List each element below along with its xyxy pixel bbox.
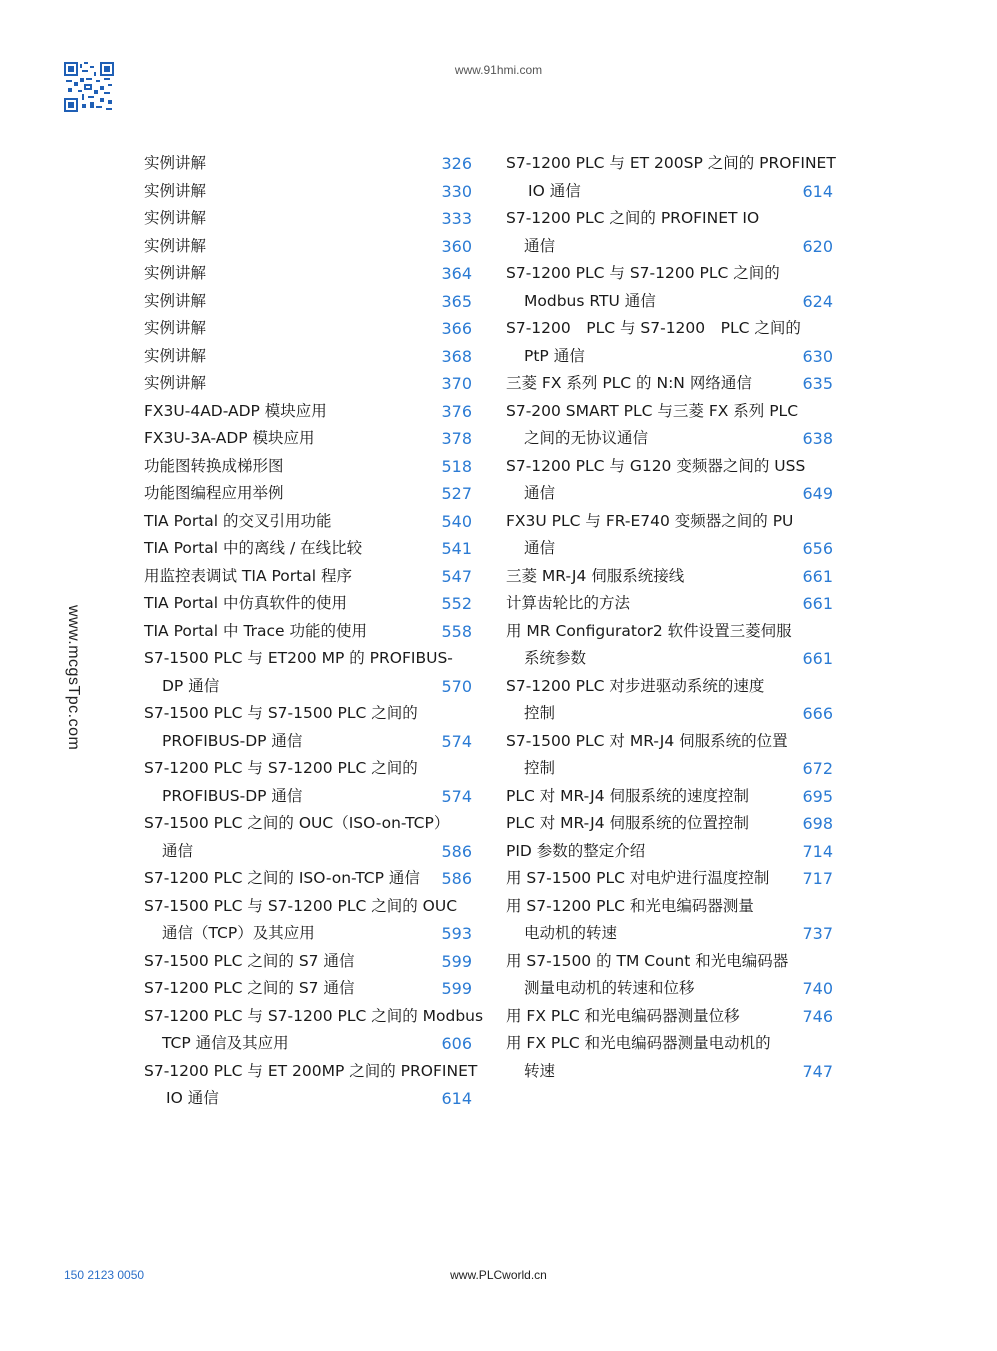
toc-entry bbox=[506, 1030, 833, 1058]
toc-entry-title: S7-1200 PLC 与 S7-1200 PLC 之间的 bbox=[506, 319, 801, 337]
toc-entry-title: 通信 bbox=[162, 841, 194, 860]
toc-left-column bbox=[144, 150, 484, 1113]
toc-entry bbox=[144, 893, 472, 921]
toc-entry[interactable] bbox=[144, 370, 472, 398]
toc-entry-title: 实例讲解 bbox=[144, 209, 207, 227]
toc-entry[interactable] bbox=[506, 645, 833, 673]
toc-entry[interactable] bbox=[506, 865, 833, 893]
toc-entry-title: 用 MR Configurator2 软件设置三菱伺服 bbox=[506, 621, 792, 640]
toc-entry-title: 实例讲解 bbox=[144, 346, 207, 365]
toc-entry-title: S7-1200 PLC 与 S7-1200 PLC 之间的 bbox=[144, 759, 418, 777]
toc-page-number[interactable]: 649 bbox=[802, 484, 833, 503]
toc-entry[interactable] bbox=[506, 920, 833, 948]
toc-entry[interactable] bbox=[144, 205, 472, 233]
toc-entry-title: 计算齿轮比的方法 bbox=[506, 594, 631, 612]
footer-url[interactable]: www.PLCworld.cn bbox=[450, 1268, 547, 1282]
toc-page-number[interactable]: 606 bbox=[441, 1034, 472, 1053]
toc-entry-title: TCP 通信及其应用 bbox=[162, 1034, 289, 1052]
toc-page-number[interactable]: 368 bbox=[441, 346, 472, 366]
toc-entry-title: S7-1500 PLC 与 S7-1500 PLC 之间的 bbox=[144, 704, 418, 722]
toc-entry-title: TIA Portal 的交叉引用功能 bbox=[144, 511, 332, 530]
toc-entry[interactable] bbox=[506, 783, 833, 811]
toc-entry-title: 用 S7-1500 的 TM Count 和光电编码器 bbox=[506, 951, 789, 970]
side-url[interactable]: www.mcgsTpc.com bbox=[65, 605, 82, 751]
toc-entry[interactable] bbox=[144, 178, 472, 206]
toc-entry-title: 用 FX PLC 和光电编码器测量位移 bbox=[506, 1006, 740, 1025]
toc-entry-title: 系统参数 bbox=[524, 649, 587, 667]
toc-page-number[interactable]: 540 bbox=[441, 511, 472, 531]
toc-page-number[interactable]: 378 bbox=[441, 429, 472, 448]
toc-entry[interactable] bbox=[144, 288, 472, 316]
toc-entry-title: 转速 bbox=[524, 1061, 556, 1080]
toc-entry-title: 用监控表调试 TIA Portal 程序 bbox=[144, 566, 352, 585]
toc-entry[interactable] bbox=[506, 755, 833, 783]
toc-entry-title: 实例讲解 bbox=[144, 319, 207, 337]
toc-page-number[interactable]: 638 bbox=[802, 429, 833, 448]
toc-page-number[interactable]: 746 bbox=[802, 1006, 833, 1026]
toc-entry-title: 通信（TCP）及其应用 bbox=[162, 924, 315, 942]
toc-entry-title: IO 通信 bbox=[528, 181, 581, 200]
toc-entry-title: S7-1200 PLC 与 ET 200MP 之间的 PROFINET bbox=[144, 1061, 478, 1080]
toc-entry[interactable] bbox=[144, 343, 472, 371]
toc-page-number[interactable]: 599 bbox=[441, 951, 472, 971]
toc-entry[interactable] bbox=[506, 425, 833, 453]
toc-entry-title: PROFIBUS-DP 通信 bbox=[162, 786, 303, 805]
toc-entry[interactable] bbox=[144, 783, 472, 811]
toc-page-number[interactable]: 365 bbox=[441, 291, 472, 311]
toc-entry[interactable] bbox=[144, 260, 472, 288]
toc-page-number[interactable]: 698 bbox=[802, 814, 833, 833]
toc-entry[interactable] bbox=[506, 288, 833, 316]
toc-entry-title: TIA Portal 中仿真软件的使用 bbox=[144, 594, 348, 612]
toc-entry[interactable] bbox=[506, 1003, 833, 1031]
toc-entry[interactable] bbox=[144, 975, 472, 1003]
toc-entry-title: 实例讲解 bbox=[144, 291, 207, 310]
toc-entry-title: 电动机的转速 bbox=[524, 924, 618, 942]
toc-page-number[interactable]: 614 bbox=[802, 181, 833, 201]
toc-entry[interactable] bbox=[144, 535, 472, 563]
toc-entry-title: S7-1500 PLC 与 S7-1200 PLC 之间的 OUC bbox=[144, 896, 458, 915]
toc-page-number[interactable]: 364 bbox=[441, 264, 472, 283]
toc-entry-title: 控制 bbox=[524, 704, 556, 722]
toc-entry-title: FX3U PLC 与 FR-E740 变频器之间的 PU bbox=[506, 511, 794, 530]
toc-entry[interactable] bbox=[506, 343, 833, 371]
toc-entry-title: S7-1500 PLC 之间的 OUC（ISO-on-TCP） bbox=[144, 814, 450, 832]
toc-entry bbox=[506, 508, 833, 536]
toc-page-number[interactable]: 574 bbox=[441, 786, 472, 806]
toc-entry[interactable] bbox=[144, 673, 472, 701]
toc-page-number[interactable]: 661 bbox=[802, 594, 833, 613]
toc-page-number[interactable]: 527 bbox=[441, 484, 472, 503]
toc-page-number[interactable]: 630 bbox=[802, 346, 833, 366]
toc-entry[interactable] bbox=[506, 700, 833, 728]
toc-entry-title: S7-1200 PLC 与 G120 变频器之间的 USS bbox=[506, 456, 806, 475]
toc-entry bbox=[144, 755, 472, 783]
toc-entry[interactable] bbox=[144, 1030, 472, 1058]
toc-page-number[interactable]: 672 bbox=[802, 759, 833, 778]
toc-entry bbox=[506, 315, 833, 343]
toc-page-number[interactable]: 586 bbox=[441, 869, 472, 888]
toc-entry-title: PID 参数的整定介绍 bbox=[506, 841, 646, 860]
toc-entry[interactable] bbox=[506, 233, 833, 261]
toc-right-column bbox=[506, 150, 836, 1085]
toc-entry bbox=[144, 810, 472, 838]
footer-phone: 150 2123 0050 bbox=[64, 1268, 145, 1282]
toc-page-number[interactable]: 370 bbox=[441, 374, 472, 393]
toc-entry[interactable] bbox=[144, 728, 472, 756]
toc-page-number[interactable]: 366 bbox=[441, 319, 472, 338]
toc-page-number[interactable]: 593 bbox=[441, 924, 472, 943]
toc-entry-title: 用 S7-1200 PLC 和光电编码器测量 bbox=[506, 896, 754, 915]
toc-page-number[interactable]: 333 bbox=[441, 209, 472, 228]
toc-entry[interactable] bbox=[506, 975, 833, 1003]
toc-entry bbox=[506, 948, 833, 976]
toc-page-number[interactable]: 661 bbox=[802, 566, 833, 586]
toc-entry-title: 实例讲解 bbox=[144, 374, 207, 392]
toc-entry-title: S7-1200 PLC 与 ET 200SP 之间的 PROFINET bbox=[506, 154, 836, 172]
toc-page-number[interactable]: 661 bbox=[802, 649, 833, 668]
toc-page-number[interactable]: 518 bbox=[441, 456, 472, 476]
toc-entry[interactable] bbox=[506, 1058, 833, 1086]
toc-entry-title: 用 FX PLC 和光电编码器测量电动机的 bbox=[506, 1034, 771, 1052]
toc-entry[interactable] bbox=[506, 480, 833, 508]
toc-page-number[interactable]: 695 bbox=[802, 786, 833, 806]
toc-entry-title: 实例讲解 bbox=[144, 154, 207, 172]
toc-entry bbox=[144, 700, 472, 728]
toc-entry[interactable] bbox=[144, 150, 472, 178]
toc-entry[interactable] bbox=[144, 508, 472, 536]
toc-entry[interactable] bbox=[144, 398, 472, 426]
toc-entry-title: FX3U-3A-ADP 模块应用 bbox=[144, 429, 315, 447]
toc-entry-title: 功能图编程应用举例 bbox=[144, 484, 284, 502]
toc-entry-title: S7-200 SMART PLC 与三菱 FX 系列 PLC bbox=[506, 401, 799, 420]
toc-page-number[interactable]: 614 bbox=[441, 1089, 472, 1108]
toc-entry-title: 之间的无协议通信 bbox=[524, 429, 649, 447]
toc-entry-title: 实例讲解 bbox=[144, 181, 207, 200]
toc-entry-title: 通信 bbox=[524, 236, 556, 255]
toc-entry-title: TIA Portal 中的离线 / 在线比较 bbox=[144, 539, 363, 557]
toc-entry-title: S7-1200 PLC 与 S7-1200 PLC 之间的 Modbus bbox=[144, 1006, 484, 1025]
toc-entry-title: S7-1500 PLC 与 ET200 MP 的 PROFIBUS- bbox=[144, 649, 453, 667]
toc-entry-title: 通信 bbox=[524, 484, 556, 502]
toc-page-number[interactable]: 714 bbox=[802, 841, 833, 861]
toc-entry bbox=[506, 398, 833, 426]
toc-entry-title: IO 通信 bbox=[166, 1089, 219, 1107]
toc-entry-title: S7-1200 PLC 与 S7-1200 PLC 之间的 bbox=[506, 264, 780, 282]
toc-entry-title: 功能图转换成梯形图 bbox=[144, 456, 284, 475]
toc-entry-title: S7-1200 PLC 之间的 S7 通信 bbox=[144, 979, 355, 997]
toc-entry-title: 实例讲解 bbox=[144, 236, 207, 255]
toc-entry[interactable] bbox=[144, 453, 472, 481]
toc-page-number[interactable]: 570 bbox=[441, 676, 472, 696]
toc-page-number[interactable]: 624 bbox=[802, 291, 833, 311]
toc-entry[interactable] bbox=[506, 838, 833, 866]
toc-entry[interactable] bbox=[144, 425, 472, 453]
toc-page-number[interactable]: 586 bbox=[441, 841, 472, 861]
toc-entry bbox=[144, 1003, 484, 1031]
toc-entry bbox=[506, 673, 833, 701]
toc-entry bbox=[506, 893, 833, 921]
toc-page-number[interactable]: 620 bbox=[802, 236, 833, 256]
toc-entry-title: S7-1200 PLC 对步进驱动系统的速度 bbox=[506, 676, 765, 695]
toc-entry-title: 用 S7-1500 PLC 对电炉进行温度控制 bbox=[506, 869, 770, 887]
toc-entry-title: 通信 bbox=[524, 539, 556, 557]
toc-entry-title: 实例讲解 bbox=[144, 264, 207, 282]
toc-entry-title: 控制 bbox=[524, 759, 556, 777]
toc-entry-title: TIA Portal 中 Trace 功能的使用 bbox=[144, 621, 368, 640]
toc-entry[interactable] bbox=[144, 563, 472, 591]
toc-entry[interactable] bbox=[144, 618, 472, 646]
toc-entry bbox=[506, 728, 833, 756]
toc-page-number[interactable]: 747 bbox=[802, 1061, 833, 1081]
toc-page-number[interactable]: 558 bbox=[441, 621, 472, 641]
toc-entry-title: S7-1500 PLC 之间的 S7 通信 bbox=[144, 951, 355, 970]
toc-entry bbox=[506, 205, 833, 233]
toc-entry bbox=[506, 260, 833, 288]
toc-entry bbox=[506, 150, 836, 178]
toc-page-number[interactable]: 552 bbox=[441, 594, 472, 613]
toc-entry bbox=[144, 645, 472, 673]
toc-entry-title: PLC 对 MR-J4 伺服系统的位置控制 bbox=[506, 814, 749, 832]
toc-entry-title: PtP 通信 bbox=[524, 346, 585, 365]
toc-entry[interactable] bbox=[144, 948, 472, 976]
toc-entry-title: 三菱 FX 系列 PLC 的 N:N 网络通信 bbox=[506, 374, 752, 392]
toc-page-number[interactable]: 656 bbox=[802, 539, 833, 558]
toc-entry-title: 三菱 MR-J4 伺服系统接线 bbox=[506, 566, 685, 585]
toc-entry[interactable] bbox=[144, 1085, 472, 1113]
toc-entry-title: 测量电动机的转速和位移 bbox=[524, 979, 695, 997]
toc-entry-title: S7-1500 PLC 对 MR-J4 伺服系统的位置 bbox=[506, 731, 788, 750]
toc-entry-title: PROFIBUS-DP 通信 bbox=[162, 731, 303, 750]
toc-entry[interactable] bbox=[144, 233, 472, 261]
toc-page-number[interactable]: 635 bbox=[802, 374, 833, 393]
toc-entry bbox=[506, 453, 833, 481]
toc-page-number[interactable]: 737 bbox=[802, 924, 833, 943]
toc-entry-title: FX3U-4AD-ADP 模块应用 bbox=[144, 401, 327, 420]
toc-entry[interactable] bbox=[144, 838, 472, 866]
toc-entry[interactable] bbox=[144, 865, 472, 893]
toc-entry[interactable] bbox=[144, 590, 472, 618]
toc-entry[interactable] bbox=[506, 590, 833, 618]
toc-entry[interactable] bbox=[144, 920, 472, 948]
toc-entry[interactable] bbox=[506, 535, 833, 563]
toc-page-number[interactable]: 740 bbox=[802, 979, 833, 998]
toc-entry bbox=[506, 618, 833, 646]
toc-page-number[interactable]: 574 bbox=[441, 731, 472, 751]
toc-page-number[interactable]: 330 bbox=[441, 181, 472, 201]
toc-page-number[interactable]: 376 bbox=[441, 401, 472, 421]
toc-page-number[interactable]: 547 bbox=[441, 566, 472, 586]
toc-entry-title: S7-1200 PLC 之间的 PROFINET IO bbox=[506, 209, 760, 227]
toc-entry-title: S7-1200 PLC 之间的 ISO-on-TCP 通信 bbox=[144, 869, 420, 887]
toc-entry-title: DP 通信 bbox=[162, 676, 220, 695]
toc-page-number[interactable]: 326 bbox=[441, 154, 472, 173]
toc-entry[interactable] bbox=[506, 810, 833, 838]
toc-entry-title: Modbus RTU 通信 bbox=[524, 291, 656, 310]
toc-page-number[interactable]: 541 bbox=[441, 539, 472, 558]
toc-entry-title: PLC 对 MR-J4 伺服系统的速度控制 bbox=[506, 786, 749, 805]
toc-entry[interactable] bbox=[506, 178, 833, 206]
toc-page-number[interactable]: 666 bbox=[802, 704, 833, 723]
toc-page-number[interactable]: 717 bbox=[802, 869, 833, 888]
toc-page-number[interactable]: 360 bbox=[441, 236, 472, 256]
toc-entry[interactable] bbox=[506, 370, 833, 398]
toc-entry[interactable] bbox=[506, 563, 833, 591]
toc-entry[interactable] bbox=[144, 480, 472, 508]
header-url[interactable]: www.91hmi.com bbox=[454, 63, 543, 77]
toc-page-number[interactable]: 599 bbox=[441, 979, 472, 998]
toc-entry bbox=[144, 1058, 478, 1086]
toc-entry[interactable] bbox=[144, 315, 472, 343]
